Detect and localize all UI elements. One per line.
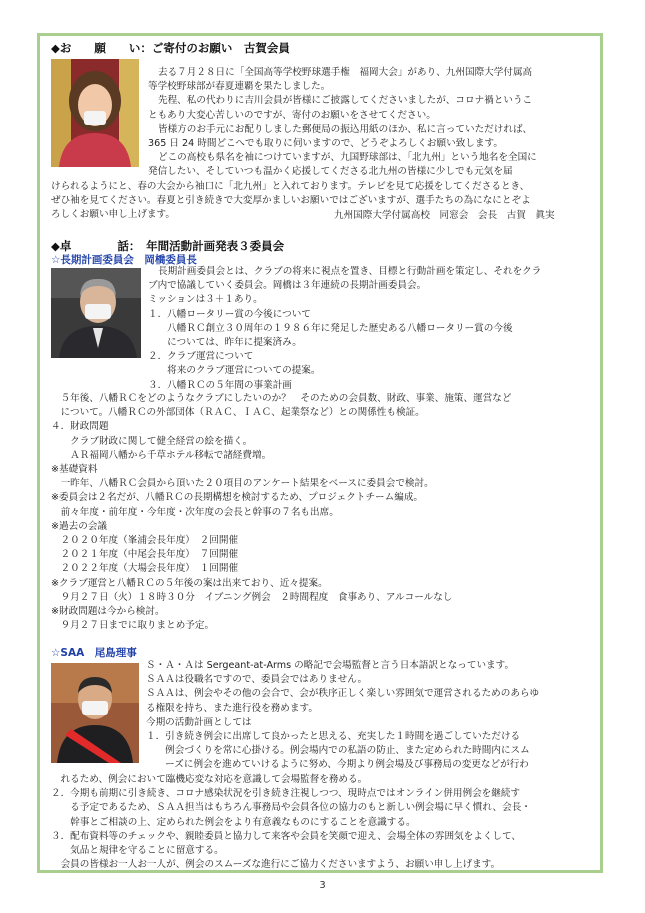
photo-okahashi — [51, 268, 141, 358]
subtitle-long-term-committee: ☆長期計画委員会 岡橋委員長 — [51, 254, 197, 266]
para-donation-4: 皆様方のお手元にお配りしました郵便局の振込用紙のほか、私に言っていただければ、 — [158, 123, 533, 135]
para-saa-3: る権限を持ち、また進行役を務めます。 — [146, 702, 318, 714]
para-saa-1: ＳＡＡは役職名ですので、委員会ではありません。 — [146, 674, 368, 686]
subtitle-saa: ☆SAA 尾島理事 — [51, 647, 137, 659]
para-long-term-1: ブ内で協議していく委員会。岡橋は３年連続の長期計画委員会。 — [148, 280, 427, 292]
para-saa-8: れるため、例会において臨機応変な対応を意識して会場監督を務める。 — [51, 774, 368, 785]
para-long-term-5: については、昨年に提案済み。 — [148, 337, 302, 349]
para-long-term-7: 将来のクラブ運営についての提案。 — [148, 365, 321, 377]
para-long-term-6: ２．クラブ運営について — [148, 351, 254, 363]
para-long-term-20: ２０２１年度（中尾会長年度） ７回開催 — [51, 549, 239, 561]
para-long-term-11: ４．財政問題 — [51, 421, 109, 433]
section-title-donation: ◆お 願 い：ご寄付のお願い 古賀会員 — [51, 41, 290, 55]
para-saa-4: 今期の活動計画としては — [146, 716, 252, 728]
para-long-term-23: ９月２７日（火）１８時３０分 イブニング例会 ２時間程度 食事あり、アルコールなし — [51, 591, 453, 603]
para-saa-9: ２．今期も前期に引き続き、コロナ感染状況を引き続き注視しつつ、現時点ではオンライン併用例会を継続す — [51, 788, 521, 800]
para-long-term-15: 一昨年、八幡ＲＣ会員から頂いた２０項目のアンケート結果をベースに委員会で検討。 — [51, 478, 434, 490]
para-long-term-17: 前々年度・前年度・今年度・次年度の会長と幹事の７名も出席。 — [51, 506, 339, 518]
photo-koga — [51, 59, 139, 167]
para-saa-5: １．引き続き例会に出席して良かったと思える、充実した１時間を過ごしていただける — [146, 731, 521, 743]
para-donation-1: 等学校野球部が春夏連覇を果たしました。 — [148, 81, 331, 93]
para-long-term-24: ※財政問題は今から検討。 — [51, 606, 165, 618]
page-number: 3 — [319, 880, 326, 891]
section-title-talk: ◆卓 話： 年間活動計画発表３委員会 — [51, 239, 285, 253]
para-long-term-16: ※委員会は２名だが、八幡ＲＣの長期構想を検討するため、プロジェクトチーム編成。 — [51, 492, 424, 504]
para-saa-6: 例会づくりを常に心掛ける。例会場内での私語の防止、また定められた時間内にスム — [146, 745, 530, 757]
para-donation-5: 365 日 24 時間どこへでも取りに伺いますので、どうぞよろしくお願い致します。 — [148, 138, 503, 150]
para-long-term-3: １．八幡ロータリー賞の今後について — [148, 308, 311, 320]
para-saa-11: 幹事とご相談の上、定められた例会をより有意義なものにすることを意識する。 — [51, 816, 416, 828]
para-saa-12: ３．配布資料等のチェックや、親睦委員と協力して来客や会員を笑顔で迎え、会場全体の雰囲気をよくして、 — [51, 830, 521, 842]
para-saa-7: ーズに例会を進めていけるように努め、今期より例会場及び事務局の変更などが行わ — [146, 759, 529, 771]
para-long-term-8: ３．八幡ＲＣの５年間の事業計画 — [148, 379, 292, 391]
para-long-term-18: ※過去の会議 — [51, 520, 108, 532]
para-saa-0: Ｓ・Ａ・Ａは Sergeant-at-Arms の略記で会場監督と言う日本語訳となっています。 — [146, 660, 515, 671]
signature: 九州国際大学付属高校 同窓会 会長 古賀 眞実 — [334, 210, 555, 221]
para-long-term-25: ９月２７日までに取りまとめ予定。 — [51, 620, 215, 632]
para-long-term-14: ※基礎資料 — [51, 464, 98, 476]
para-saa-2: ＳＡＡは、例会やその他の会合で、会が秩序正しく楽しい雰囲気で運営されるためのあらゆ — [146, 688, 540, 700]
para-long-term-19: ２０２０年度（峯浦会長年度） ２回開催 — [51, 535, 239, 547]
para-long-term-12: クラブ財政に関して健全経営の絵を描く。 — [51, 435, 253, 447]
para-long-term-2: ミッションは３＋１あり。 — [148, 294, 263, 306]
para-long-term-22: ※クラブ運営と八幡ＲＣの５年後の案は出来ており、近々提案。 — [51, 577, 328, 589]
para-donation-7: 発信したい、そしていつも温かく応援してくださる北九州の皆様に少しでも元気を届 — [148, 166, 513, 178]
para-donation-2: 先程、私の代わりに吉川会員が皆様にご披露してくださいましたが、コロナ禍というこ — [158, 95, 533, 107]
para-saa-10: る予定であるため、ＳＡＡ担当はもちろん事務局や会員各位の協力のもと新しい例会場に早く慣れ、会長・ — [51, 802, 531, 814]
para-long-term-10: について。八幡ＲＣの外部団体（ＲＡＣ、ＩＡＣ、起業祭など）との関係性も検証。 — [51, 407, 425, 419]
para-donation-8: けられるようにと、春の大会から袖口に「北九州」と入れております。テレビを見て応援をしてくださるとき、 — [51, 181, 530, 192]
para-donation-10: ろしくお願い申し上げます。 — [51, 209, 175, 221]
para-donation-3: ともあり大変心苦しいのですが、寄付のお願いをさせてください。 — [148, 109, 436, 121]
para-long-term-4: 八幡ＲＣ創立３０周年の１９８６年に発足した歴史ある八幡ロータリー賞の今後 — [148, 322, 513, 334]
para-donation-6: どこの高校も県名を袖につけていますが、九国野球部は、「北九州」という地名を全国に — [158, 152, 537, 164]
para-long-term-0: 長期計画委員会とは、クラブの将来に視点を置き、目標と行動計画を策定し、それをクラ — [158, 266, 542, 277]
para-donation-0: 去る７月２８日に「全国高等学校野球選手権 福岡大会」があり、九州国際大学付属高 — [158, 67, 533, 78]
para-saa-14: 会員の皆様お一人お一人が、例会のスムーズな進行にご協力くださいますよう、お願い申し上げます。 — [51, 859, 501, 871]
para-long-term-9: ５年後、八幡ＲＣをどのようなクラブにしたいのか？ そのための会員数、財政、事業、施策、運営など — [51, 393, 512, 404]
photo-ojima — [51, 663, 139, 763]
para-saa-13: 気品と規律を守ることに留意する。 — [51, 845, 224, 857]
para-long-term-21: ２０２２年度（大場会長年度） １回開催 — [51, 563, 239, 575]
para-long-term-13: ＡＲ福岡八幡から千草ホテル移転で諸経費増。 — [51, 449, 272, 461]
para-donation-9: ぜひ袖を見てください。春夏と引き続きで大変厚かましいお願いではございますが、選手たちの為になにとぞよ — [51, 195, 531, 207]
